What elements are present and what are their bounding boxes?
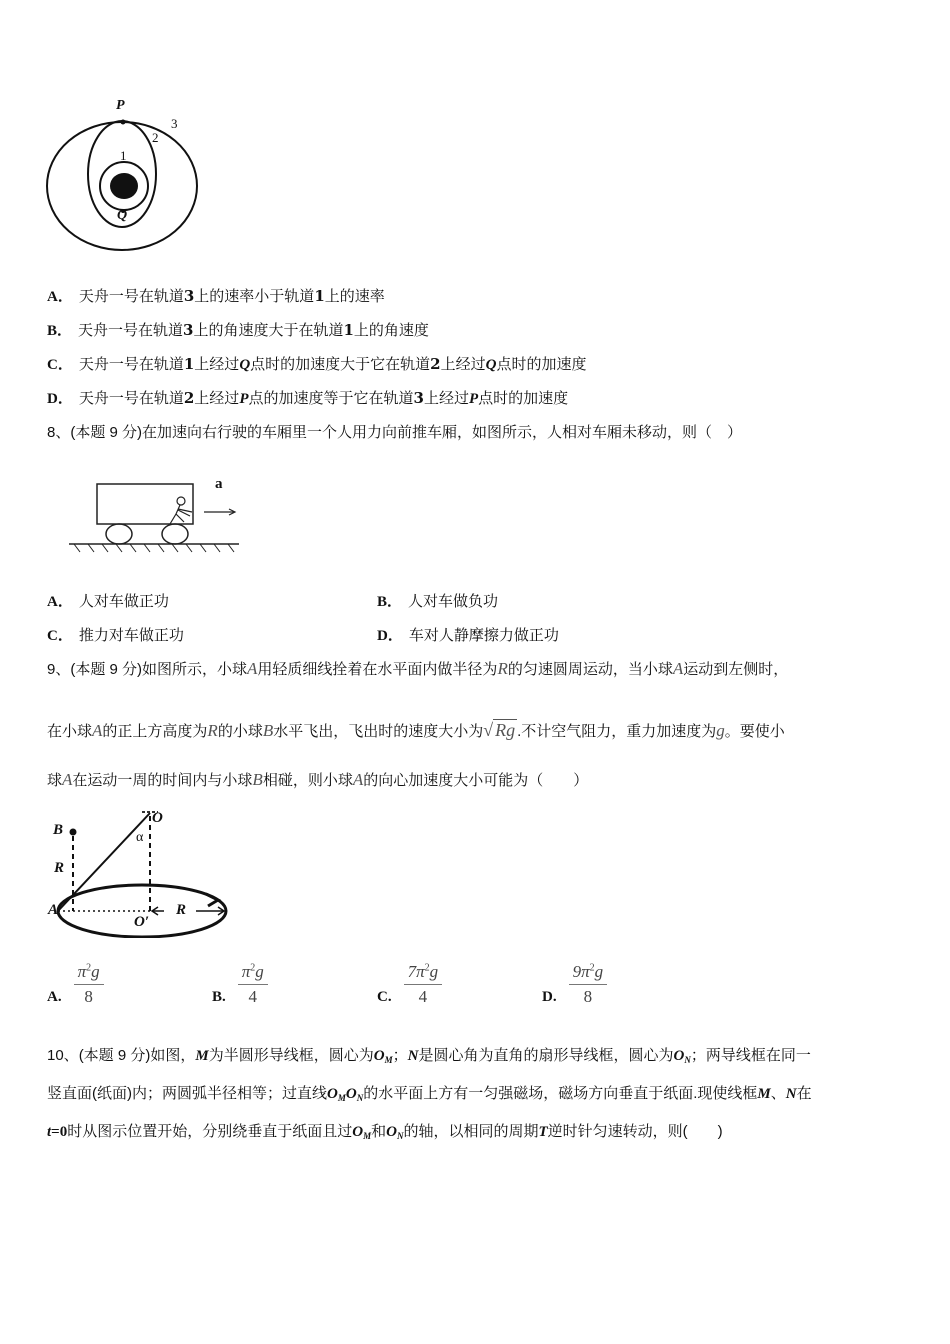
label-O: O bbox=[152, 810, 163, 826]
coefficient: 7 bbox=[407, 962, 417, 981]
coefficient: 9 bbox=[572, 962, 582, 981]
question-text: 在运动一周的时间内与小球 bbox=[72, 772, 253, 789]
orbit-number: 2 bbox=[430, 355, 441, 373]
question-text: 水平飞出，飞出时的速度大小为 bbox=[273, 723, 484, 740]
math-var: A bbox=[247, 659, 258, 678]
math-var: M bbox=[195, 1048, 209, 1064]
label-A: A bbox=[48, 902, 59, 918]
pi-symbol: π bbox=[416, 962, 425, 981]
label-P: P bbox=[116, 98, 125, 113]
subscript: N bbox=[396, 1131, 404, 1141]
question-text: 为半圆形导线框，圆心为 bbox=[208, 1047, 374, 1064]
question-text: 在小球 bbox=[47, 723, 93, 740]
question-text: 时从图示位置开始，分别绕垂直于纸面且过 bbox=[67, 1123, 353, 1140]
option-text: 天舟一号在轨道 bbox=[78, 355, 184, 373]
exponent: 2 bbox=[250, 962, 256, 974]
question-text: 。要使小 bbox=[724, 723, 785, 740]
math-var: N bbox=[407, 1048, 419, 1064]
question-score: (本题 9 分) bbox=[70, 661, 143, 678]
q8-option-d[interactable] bbox=[377, 625, 559, 646]
denominator: 8 bbox=[583, 987, 593, 1006]
q9-stem-line1 bbox=[47, 659, 788, 680]
label-alpha: α bbox=[136, 830, 144, 845]
point-label: Q bbox=[239, 357, 251, 373]
label-R-horizontal: R bbox=[176, 902, 187, 918]
math-var: R bbox=[207, 721, 218, 740]
option-text: 天舟一号在轨道 bbox=[78, 287, 184, 305]
exponent: 2 bbox=[589, 962, 595, 974]
option-text: 上经过 bbox=[440, 355, 486, 373]
radicand: Rg bbox=[495, 720, 516, 740]
fraction bbox=[74, 962, 104, 1007]
option-letter: B． bbox=[47, 323, 73, 339]
question-number: 9、 bbox=[47, 661, 71, 678]
math-var: O bbox=[327, 1086, 338, 1102]
question-text: 运动到左侧时， bbox=[683, 661, 789, 678]
subscript: N bbox=[356, 1093, 364, 1103]
math-var: O bbox=[673, 1048, 685, 1064]
conical-pendulum-figure bbox=[46, 808, 236, 938]
option-text: 人对车做负功 bbox=[408, 592, 499, 610]
math-var: O bbox=[345, 1086, 357, 1102]
question-text: 如图所示，小球 bbox=[142, 661, 248, 678]
option-text: 上的角速度 bbox=[353, 321, 429, 339]
option-text: 上经过 bbox=[194, 389, 240, 407]
question-text: 如图， bbox=[150, 1047, 196, 1064]
option-text: 车对人静摩擦力做正功 bbox=[408, 626, 559, 644]
orbit-number: 1 bbox=[343, 321, 354, 339]
sqrt-expression: √ Rg bbox=[483, 720, 516, 740]
question-number: 8、 bbox=[47, 424, 71, 441]
option-text: 上的角速度大于在轨道 bbox=[193, 321, 344, 339]
option-letter: B. bbox=[212, 989, 226, 1005]
option-letter: A． bbox=[47, 594, 73, 610]
point-label: Q bbox=[485, 357, 497, 373]
question-text: 的小球 bbox=[217, 723, 263, 740]
math-var: g bbox=[594, 962, 604, 981]
question-text: 的轴，以相同的周期 bbox=[403, 1123, 539, 1140]
point-label: P bbox=[239, 391, 249, 407]
option-text: 点的加速度等于它在轨道 bbox=[248, 389, 414, 407]
label-orbit-2: 2 bbox=[152, 130, 159, 145]
math-var: t bbox=[47, 1124, 52, 1140]
question-text: 、 bbox=[770, 1085, 786, 1102]
point-label: P bbox=[468, 391, 479, 407]
acceleration-label: a bbox=[215, 476, 223, 492]
math-var: O bbox=[373, 1048, 385, 1064]
orbit-number: 3 bbox=[183, 321, 194, 339]
question-text: ； bbox=[392, 1047, 408, 1064]
question-text: 竖直面(纸面)内；两圆弧半径相等；过直线 bbox=[47, 1085, 327, 1102]
label-B: B bbox=[53, 822, 64, 838]
option-letter: C． bbox=[47, 628, 73, 644]
option-letter: C. bbox=[377, 989, 392, 1005]
option-text: 上经过 bbox=[194, 355, 240, 373]
option-text: 上的速率小于轨道 bbox=[194, 287, 315, 305]
orbit-figure bbox=[44, 98, 214, 258]
math-var: O bbox=[352, 1124, 364, 1140]
math-var: g bbox=[429, 962, 439, 981]
option-letter: D． bbox=[47, 391, 73, 407]
option-letter: C． bbox=[47, 357, 73, 373]
math-var: M bbox=[757, 1086, 771, 1102]
question-text: 球 bbox=[47, 772, 63, 789]
option-letter: D． bbox=[377, 628, 403, 644]
q7-option-c[interactable] bbox=[47, 354, 586, 375]
math-var: A bbox=[92, 721, 103, 740]
q8-stem bbox=[47, 423, 742, 443]
option-letter: D. bbox=[542, 989, 557, 1005]
option-text: 点时的加速度 bbox=[496, 355, 587, 373]
option-text: 天舟一号在轨道 bbox=[78, 321, 184, 339]
label-O-prime: O′ bbox=[134, 914, 150, 930]
q10-stem-line3 bbox=[47, 1122, 723, 1146]
q8-option-a[interactable] bbox=[47, 591, 169, 612]
orbit-number: 2 bbox=[183, 389, 195, 407]
label-orbit-3: 3 bbox=[171, 116, 178, 131]
orbit-number: 1 bbox=[183, 355, 195, 373]
math-var: g bbox=[716, 721, 725, 740]
q7-option-a[interactable] bbox=[47, 286, 385, 307]
subscript: M bbox=[363, 1131, 372, 1141]
fraction bbox=[238, 962, 268, 1007]
math-var: A bbox=[672, 659, 684, 678]
pi-symbol: π bbox=[581, 962, 590, 981]
orbit-number: 3 bbox=[413, 389, 424, 407]
question-text: ；两导线框在同一 bbox=[690, 1047, 811, 1064]
math-var: T bbox=[538, 1124, 548, 1140]
option-text: 上经过 bbox=[423, 389, 469, 407]
denominator: 8 bbox=[84, 987, 93, 1006]
question-text: .不计空气阻力，重力加速度为 bbox=[517, 723, 717, 740]
denominator: 4 bbox=[248, 987, 258, 1006]
subscript: N bbox=[684, 1055, 691, 1065]
q10-stem-line2 bbox=[47, 1084, 812, 1108]
question-text: 的水平面上方有一匀强磁场，磁场方向垂直于纸面.现使线框 bbox=[363, 1085, 758, 1102]
question-text: 相碰，则小球 bbox=[262, 772, 353, 789]
denominator: 4 bbox=[418, 987, 428, 1006]
q9-option-b[interactable] bbox=[212, 962, 268, 1007]
question-text: 和 bbox=[371, 1123, 387, 1140]
option-text: 点时的加速度 bbox=[478, 389, 569, 407]
orbit-diagram bbox=[44, 98, 214, 258]
fraction bbox=[569, 962, 608, 1007]
option-text: 人对车做正功 bbox=[78, 592, 169, 610]
question-score: (本题 9 分) bbox=[78, 1047, 151, 1064]
math-var: N bbox=[785, 1086, 797, 1102]
math-var: A bbox=[62, 770, 73, 789]
q9-option-a[interactable] bbox=[47, 962, 104, 1007]
q9-stem-line2 bbox=[47, 720, 785, 742]
question-text: 在 bbox=[796, 1085, 812, 1102]
subscript: M bbox=[384, 1055, 393, 1065]
pi-symbol: π bbox=[77, 962, 87, 981]
orbit-number: 3 bbox=[183, 287, 195, 305]
math-var: O bbox=[386, 1124, 397, 1140]
q9-option-d[interactable] bbox=[542, 962, 607, 1007]
exponent: 2 bbox=[86, 962, 92, 974]
math-var: A bbox=[352, 770, 364, 789]
option-letter: A． bbox=[47, 289, 73, 305]
option-text: 点时的加速度大于它在轨道 bbox=[250, 355, 431, 373]
cart-figure bbox=[64, 476, 244, 556]
math-expr: =0 bbox=[51, 1124, 68, 1140]
q8-option-b[interactable] bbox=[377, 591, 498, 612]
math-var: g bbox=[91, 962, 100, 981]
question-text: 在加速向右行驶的车厢里一个人用力向前推车厢，如图所示，人相对车厢未移动，则（ ） bbox=[142, 424, 743, 441]
question-text: 的匀速圆周运动，当小球 bbox=[507, 661, 673, 678]
q7-option-d[interactable] bbox=[47, 388, 568, 409]
math-var: R bbox=[497, 659, 508, 678]
q9-stem-line3 bbox=[47, 770, 588, 791]
orbit-number: 1 bbox=[314, 287, 325, 305]
question-text: 的向心加速度大小可能为（ ） bbox=[363, 772, 589, 789]
math-var: B bbox=[252, 770, 263, 789]
option-letter: A. bbox=[47, 989, 62, 1005]
label-R-vertical: R bbox=[54, 860, 65, 876]
q10-stem-line1 bbox=[47, 1046, 811, 1070]
math-var: B bbox=[262, 721, 274, 740]
exponent: 2 bbox=[424, 962, 430, 974]
question-score: (本题 9 分) bbox=[70, 424, 143, 441]
question-text: 是圆心角为直角的扇形导线框，圆心为 bbox=[418, 1047, 674, 1064]
q7-option-b[interactable] bbox=[47, 320, 429, 341]
fraction bbox=[404, 962, 443, 1007]
option-text: 天舟一号在轨道 bbox=[78, 389, 184, 407]
q8-option-c[interactable] bbox=[47, 625, 184, 646]
pi-symbol: π bbox=[241, 962, 251, 981]
question-text: 用轻质细线拴着在水平面内做半径为 bbox=[257, 661, 498, 678]
option-text: 推力对车做正功 bbox=[78, 626, 184, 644]
math-var: g bbox=[255, 962, 264, 981]
question-text: 的正上方高度为 bbox=[102, 723, 208, 740]
option-text: 上的速率 bbox=[324, 287, 385, 305]
q9-option-c[interactable] bbox=[377, 962, 442, 1007]
question-number: 10、 bbox=[47, 1047, 79, 1064]
label-orbit-1: 1 bbox=[120, 148, 127, 163]
label-Q: Q bbox=[117, 208, 128, 223]
question-text: 逆时针匀速转动，则( ) bbox=[547, 1123, 723, 1140]
subscript: M bbox=[337, 1093, 346, 1103]
option-letter: B． bbox=[377, 594, 403, 610]
